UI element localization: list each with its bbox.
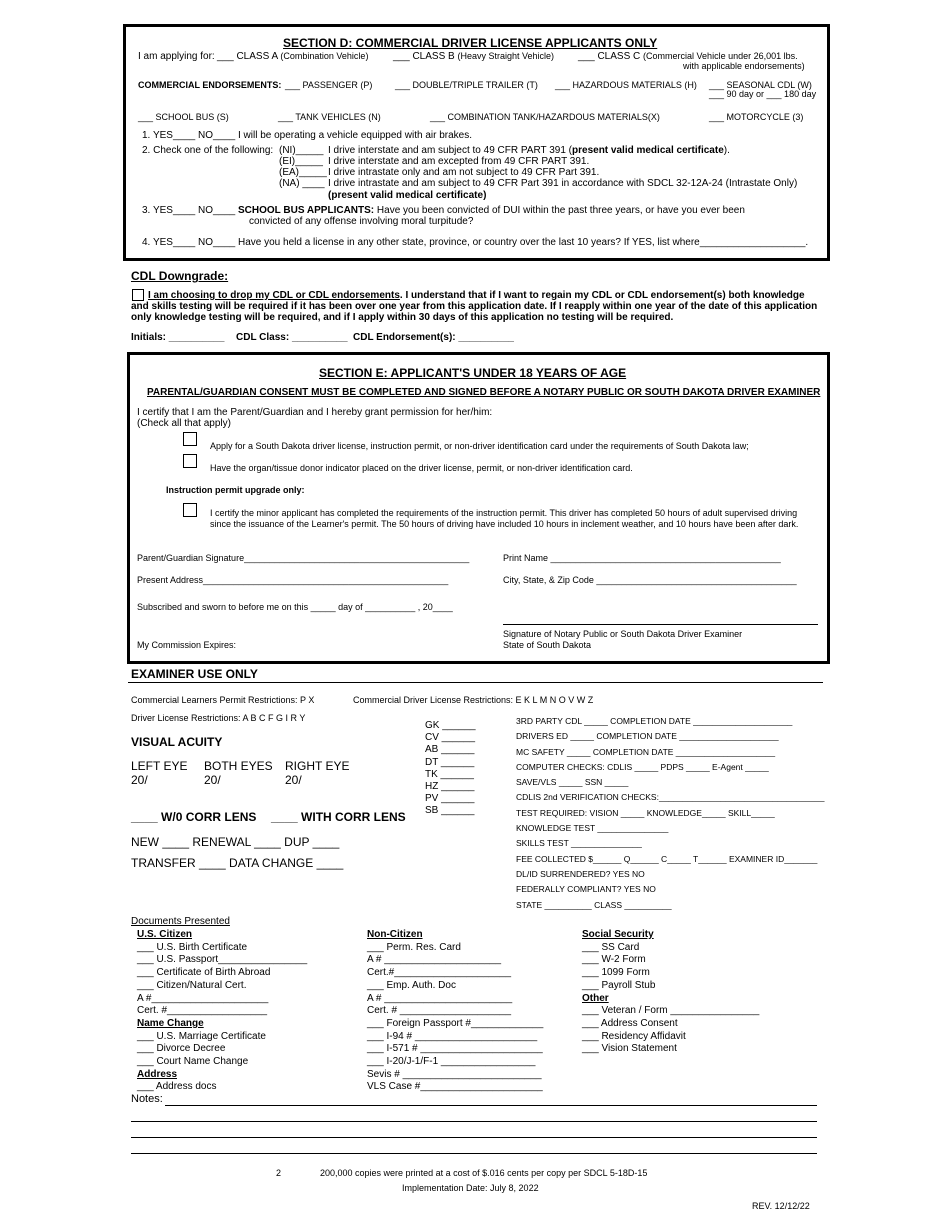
test-code-item[interactable]: HZ ______ [425,781,475,793]
option-3-checkbox[interactable] [183,503,197,517]
new-renewal-dup[interactable]: NEW ____ RENEWAL ____ DUP ____ [131,835,340,849]
copies-note: 200,000 copies were printed at a cost of $.016 cents per copy per SDCL 5-18D-15 [320,1168,648,1178]
examiner-rule [128,682,823,683]
applying-for-label: I am applying for: [138,51,215,62]
document-item[interactable]: ___ SS Card [582,941,640,953]
document-item[interactable]: Cert. #__________________ [137,1005,268,1017]
endorsement-tank[interactable]: ___ TANK VEHICLES (N) [278,112,381,122]
test-code-item[interactable]: SB ______ [425,805,475,817]
test-code-item[interactable]: CV ______ [425,732,476,744]
document-item[interactable]: ___ Emp. Auth. Doc [367,979,456,991]
examiner-field[interactable]: SAVE/VLS _____ SSN _____ [516,777,629,788]
document-item[interactable]: ___ Vision Statement [582,1043,677,1055]
with-corr-lens[interactable]: ____ WITH CORR LENS [271,810,406,824]
question-4[interactable]: 4. YES____ NO____ Have you held a license in any other state, province, or country over the last 10 years? If YES, list where___________________. [142,237,809,248]
both-eyes-value[interactable]: 20/ [204,773,221,787]
examiner-field[interactable]: STATE __________ CLASS __________ [516,899,672,910]
documents-noncitizen-column [367,929,543,1094]
examiner-field[interactable]: DL/ID SURRENDERED? YES NO [516,868,645,879]
examiner-field[interactable]: KNOWLEDGE TEST _______________ [516,823,669,834]
examiner-right-column [516,714,824,913]
q2-ni-end: ). [723,145,730,156]
q2-ni-text [328,145,730,156]
examiner-field[interactable]: COMPUTER CHECKS: CDLIS _____ PDPS _____ E-Agent _____ [516,761,769,772]
q2-na-text: I drive intrastate and am subject to 49 CFR Part 391 in accordance with SDCL 32-12A-24 (Intrastate Only) [328,178,798,189]
downgrade-cdl-class[interactable]: CDL Class: __________ [236,332,348,343]
examiner-field[interactable]: CDLIS 2nd VERIFICATION CHECKS:___________________________________ [516,792,825,803]
test-codes-list [425,720,476,818]
q2-na-bold: (present valid medical certificate) [328,190,487,201]
notary-signature-line[interactable] [503,624,818,625]
test-code-item[interactable]: AB ______ [425,744,475,756]
notes-line-2[interactable] [131,1121,817,1122]
endorsement-passenger[interactable]: ___ PASSENGER (P) [285,80,373,90]
q2-ei-code[interactable]: (EI)_____ [279,156,323,167]
sworn-field[interactable]: Subscribed and sworn to before me on this _____ day of __________ , 20____ [137,602,453,612]
visual-acuity-label: VISUAL ACUITY [131,735,223,749]
q2-ni-bold: present valid medical certificate [572,145,724,156]
q2-ni-code[interactable]: (NI)_____ [279,145,324,156]
class-b-label: ___ CLASS B [393,51,455,62]
implementation-date: Implementation Date: July 8, 2022 [402,1183,539,1193]
seasonal-days[interactable]: ___ 90 day or ___ 180 day [709,89,817,99]
document-item[interactable]: ___ I-571 # ______________________ [367,1043,543,1055]
both-eyes-label: BOTH EYES [204,759,273,773]
check-all-text: (Check all that apply) [137,418,231,429]
document-item[interactable]: ___ Divorce Decree [137,1043,226,1055]
class-c-note: (Commercial Vehicle under 26,001 lbs. [643,51,798,61]
document-item: Social Security [582,929,654,940]
documents-ss-column [582,929,759,1056]
permit-upgrade-label: Instruction permit upgrade only: [166,485,305,495]
downgrade-title: CDL Downgrade: [131,269,229,283]
notes-label: Notes: [131,1093,163,1105]
right-eye-value[interactable]: 20/ [285,773,302,787]
parent-signature-field[interactable]: Parent/Guardian Signature_____________________________________________ [137,553,470,563]
document-item: Address [137,1068,178,1080]
option-1-checkbox[interactable] [183,432,197,446]
document-item[interactable]: ___ 1099 Form [582,967,650,979]
document-item[interactable]: Sevis # _________________________ [367,1068,542,1080]
document-item[interactable]: A # _______________________ [367,992,513,1004]
documents-title: Documents Presented [131,916,230,927]
document-item[interactable]: ___ Payroll Stub [582,979,656,991]
q2-ei-text: I drive interstate and am excepted from 49 CFR PART 391. [328,156,590,167]
document-item[interactable]: ___ I-20/J-1/F-1 _________________ [367,1056,536,1068]
downgrade-initials[interactable]: Initials: __________ [131,332,225,343]
document-item[interactable]: ___ I-94 # ______________________ [367,1030,538,1042]
q2-na-code[interactable]: (NA) ____ [279,178,325,189]
document-item[interactable]: ___ Residency Affidavit [582,1030,686,1042]
notary-label-2: State of South Dakota [503,640,592,650]
document-item[interactable]: ___ Foreign Passport #_____________ [367,1017,544,1029]
clp-restrictions[interactable]: Commercial Learners Permit Restrictions: P X [131,695,315,705]
endorsement-double-triple[interactable]: ___ DOUBLE/TRIPLE TRAILER (T) [395,80,538,90]
documents-citizen-column [137,929,307,1094]
test-code-item[interactable]: PV ______ [425,793,475,805]
examiner-field[interactable]: SKILLS TEST _______________ [516,838,642,849]
document-item[interactable]: ___ Citizen/Natural Cert. [137,979,247,991]
certify-text: I certify that I am the Parent/Guardian and I hereby grant permission for her/him: [137,407,493,418]
revision: REV. 12/12/22 [752,1201,810,1211]
q2-ea-text: I drive intrastate only and am not subject to 49 CFR Part 391. [328,167,600,178]
document-item[interactable]: ___ Court Name Change [137,1056,249,1068]
document-item[interactable]: Cert. # ____________________ [367,1005,512,1017]
document-item[interactable]: A #_____________________ [137,992,269,1004]
endorsement-hazmat[interactable]: ___ HAZARDOUS MATERIALS (H) [555,80,697,90]
document-item: Non-Citizen [367,929,423,940]
present-address-field[interactable]: Present Address_________________________________________________ [137,575,449,585]
downgrade-body: . I understand that if I want to regain my CDL or CDL endorsement(s) both knowledge and skills testing will be required if it has been over one year from this application date. If I reapply within one year of the date of this application only knowledge testing will be required, and if I apply within 30 days of this application no testing will be required. [131,290,818,323]
endorsement-combo[interactable]: ___ COMBINATION TANK/HAZARDOUS MATERIALS(X) [430,112,660,122]
test-code-item[interactable]: TK ______ [425,768,474,780]
left-eye-value[interactable]: 20/ [131,773,148,787]
section-e-title: SECTION E: APPLICANT'S UNDER 18 YEARS OF AGE [319,366,627,380]
test-code-item[interactable]: DT ______ [425,756,475,768]
examiner-field[interactable]: DRIVERS ED _____ COMPLETION DATE _____________________ [516,731,779,742]
class-b-option[interactable] [393,51,554,62]
examiner-field[interactable]: MC SAFETY _____ COMPLETION DATE _____________________ [516,746,776,757]
class-c-label: ___ CLASS C [578,51,641,62]
examiner-field[interactable]: FEDERALLY COMPLIANT? YES NO [516,884,656,895]
document-item[interactable]: VLS Case #______________________ [367,1081,543,1093]
q3-bold: SCHOOL BUS APPLICANTS: [238,205,375,216]
document-item[interactable]: A # _____________________ [367,954,502,966]
document-item[interactable]: ___ W-2 Form [582,954,646,966]
transfer-data-change[interactable]: TRANSFER ____ DATA CHANGE ____ [131,856,344,870]
examiner-field[interactable]: 3RD PARTY CDL _____ COMPLETION DATE _____________________ [516,716,793,726]
option-2-text: Have the organ/tissue donor indicator placed on the driver license, permit, or non-driver identification card. [210,463,633,473]
class-b-note: (Heavy Straight Vehicle) [457,51,555,61]
downgrade-cdl-endorsements[interactable]: CDL Endorsement(s): __________ [353,332,514,343]
city-state-zip-field[interactable]: City, State, & Zip Code ________________________________________ [503,575,797,585]
dl-restrictions[interactable]: Driver License Restrictions: A B C F G I R Y [131,713,306,723]
commission-expires[interactable]: My Commission Expires: [137,640,237,650]
document-item[interactable]: ___ Address docs [137,1081,217,1093]
q2-ni-main: I drive interstate and am subject to 49 CFR PART 391 ( [328,145,573,156]
class-a-option[interactable] [217,51,368,62]
section-d-title: SECTION D: COMMERCIAL DRIVER LICENSE APPLICANTS ONLY [283,36,658,50]
document-item[interactable]: ___ U.S. Marriage Certificate [137,1030,266,1042]
option-2-checkbox[interactable] [183,454,197,468]
downgrade-underlined: I am choosing to drop my CDL or CDL endorsements [148,290,400,301]
page-number: 2 [276,1168,282,1178]
without-corr-lens[interactable]: ____ W/0 CORR LENS [131,810,257,824]
endorsement-seasonal[interactable]: ___ SEASONAL CDL (W) [709,80,812,90]
document-item: U.S. Citizen [137,929,193,940]
option-1-text: Apply for a South Dakota driver license, instruction permit, or non-driver identification card under the requirements of South Dakota law; [210,441,749,451]
endorsement-school-bus[interactable]: ___ SCHOOL BUS (S) [138,112,229,122]
print-name-field[interactable]: Print Name ______________________________________________ [503,553,781,563]
document-item[interactable]: ___ Address Consent [582,1017,678,1029]
document-item: Other [582,992,609,1004]
question-3-cont: convicted of any offense involving moral turpitude? [249,216,474,227]
test-code-item[interactable]: GK ______ [425,720,476,731]
class-c-note-2: with applicable endorsements) [683,61,805,71]
question-2-lead: 2. Check one of the following: [142,145,274,156]
section-e-subtitle: PARENTAL/GUARDIAN CONSENT MUST BE COMPLETED AND SIGNED BEFORE A NOTARY PUBLIC OR SOUTH DAKOTA DRIVER EXAMINER [147,387,821,398]
endorsements-label: COMMERCIAL ENDORSEMENTS: [138,80,282,90]
q3-lead: 3. YES____ NO____ [142,205,236,216]
left-eye-label: LEFT EYE [131,759,188,773]
examiner-field[interactable]: TEST REQUIRED: VISION _____ KNOWLEDGE_____ SKILL_____ [516,807,775,818]
class-a-note: (Combination Vehicle) [280,51,369,61]
document-item[interactable]: ___ U.S. Birth Certificate [137,941,248,953]
question-3[interactable] [142,205,745,216]
notary-label-1: Signature of Notary Public or South Dakota Driver Examiner [503,629,743,639]
downgrade-text [131,290,821,323]
class-a-label: ___ CLASS A [217,51,278,62]
examiner-field[interactable]: FEE COLLECTED $______ Q______ C_____ T______ EXAMINER ID_______ [516,853,818,864]
option-3-text: I certify the minor applicant has completed the requirements of the instruction permit. This driver has completed 50 hours of adult supervised driving since the issuance of the Learner's permit. The 50 hours of driving have included 10 hours in inclement weather, and 10 hours have been after dark. [210,508,799,529]
examiner-title: EXAMINER USE ONLY [131,667,258,681]
document-item[interactable]: ___ Certificate of Birth Abroad [137,967,271,979]
endorsement-motorcycle[interactable]: ___ MOTORCYCLE (3) [709,112,804,122]
document-item[interactable]: ___ Perm. Res. Card [367,941,461,953]
question-1[interactable]: 1. YES____ NO____ I will be operating a vehicle equipped with air brakes. [142,130,473,141]
notes-line-3[interactable] [131,1137,817,1138]
document-item[interactable]: ___ Veteran / Form ________________ [582,1005,760,1017]
right-eye-label: RIGHT EYE [285,759,350,773]
q3-text: Have you been convicted of DUI within the past three years, or have you ever been [376,205,745,216]
document-item[interactable]: Cert.#_____________________ [367,967,512,979]
q2-ea-code[interactable]: (EA)_____ [279,167,327,178]
document-item[interactable]: ___ U.S. Passport________________ [137,954,308,966]
notes-line-4[interactable] [131,1153,817,1154]
cdl-restrictions[interactable]: Commercial Driver License Restrictions: E K L M N O V W Z [353,695,594,705]
document-item: Name Change [137,1017,204,1029]
notes-line-1[interactable] [165,1105,817,1106]
